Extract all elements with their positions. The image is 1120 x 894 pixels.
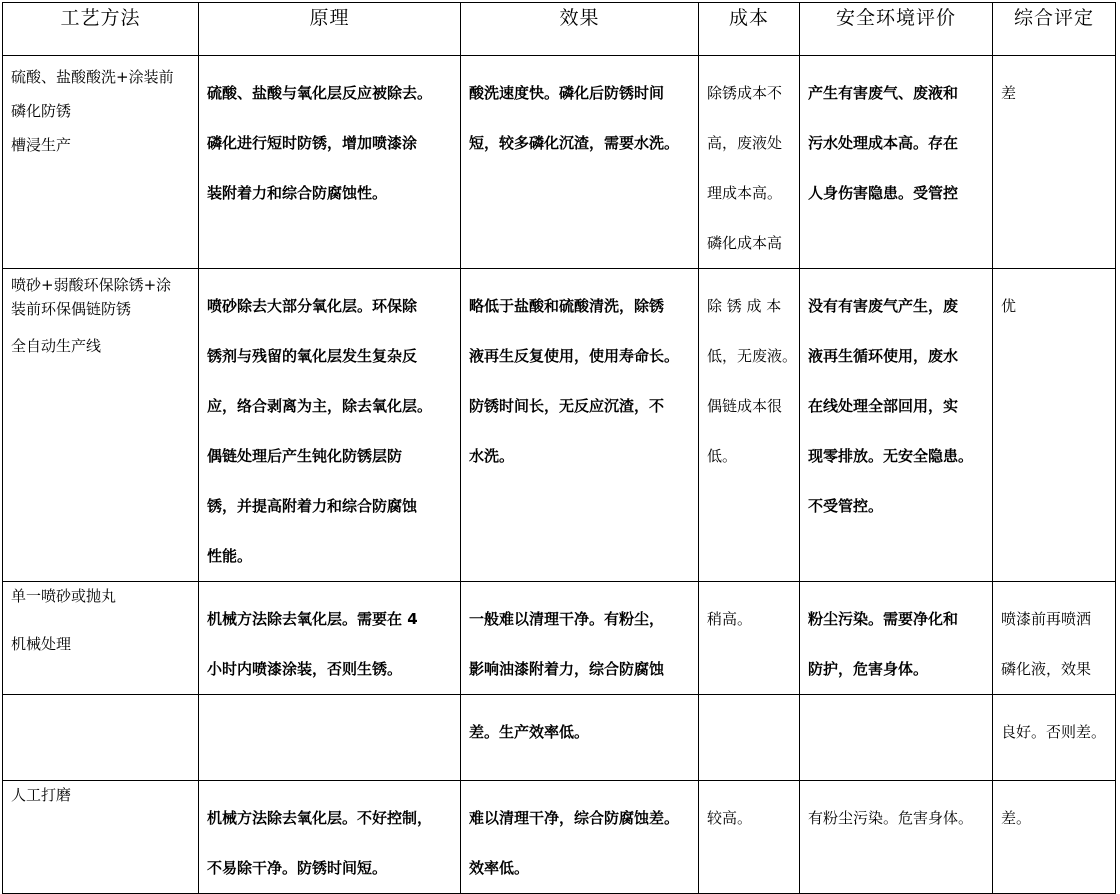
method-cell bbox=[3, 582, 199, 695]
rating-line: 良好。否则差。 bbox=[1001, 723, 1107, 741]
method-line: 人工打磨 bbox=[11, 786, 72, 804]
effect-cell bbox=[461, 56, 699, 269]
rating-cell bbox=[993, 781, 1116, 894]
safety-cell bbox=[800, 781, 993, 894]
rating-cell bbox=[993, 695, 1116, 781]
cost-cell bbox=[699, 56, 800, 269]
principle-cell bbox=[199, 781, 461, 894]
principle-line: 应，络合剥离为主，除去氧化层。 bbox=[207, 397, 433, 415]
safety-line: 有粉尘污染。危害身体。 bbox=[808, 809, 974, 827]
principle-cell bbox=[199, 269, 461, 582]
method-line: 单一喷砂或抛丸 bbox=[11, 587, 117, 605]
effect-line: 难以清理干净，综合防腐蚀差。 bbox=[469, 809, 680, 827]
safety-line: 防护，危害身体。 bbox=[808, 660, 929, 678]
safety-cell bbox=[800, 56, 993, 269]
rating-line: 差。 bbox=[1001, 809, 1032, 827]
principle-cell bbox=[199, 56, 461, 269]
cost-line: 除锈成本不 bbox=[707, 84, 783, 102]
principle-line: 锈剂与残留的氧化层发生复杂反 bbox=[207, 347, 418, 365]
cost-line: 高，废液处 bbox=[707, 134, 783, 152]
cost-cell bbox=[699, 781, 800, 894]
principle-line: 机械方法除去氧化层。需要在 4 bbox=[207, 610, 418, 628]
effect-cell bbox=[461, 269, 699, 582]
safety-line: 产生有害废气、废液和 bbox=[808, 84, 959, 102]
header-rating: 综合评定 bbox=[993, 3, 1116, 56]
cost-line: 低，无废液。 bbox=[707, 347, 798, 365]
method-cell bbox=[3, 56, 199, 269]
cost-cell bbox=[699, 582, 800, 695]
safety-line: 液再生循环使用，废水 bbox=[808, 347, 959, 365]
safety-cell bbox=[800, 269, 993, 582]
method-line: 磷化防锈 bbox=[11, 102, 72, 120]
method-line: 机械处理 bbox=[11, 635, 72, 653]
principle-line: 小时内喷漆涂装，否则生锈。 bbox=[207, 660, 403, 678]
effect-line: 影响油漆附着力，综合防腐蚀 bbox=[469, 660, 665, 678]
effect-line: 一般难以清理干净。有粉尘， bbox=[469, 610, 665, 628]
safety-line: 现零排放。无安全隐患。 bbox=[808, 447, 974, 465]
principle-line: 机械方法除去氧化层。不好控制， bbox=[207, 809, 433, 827]
principle-line: 偶链处理后产生钝化防锈层防 bbox=[207, 447, 403, 465]
effect-line: 液再生反复使用，使用寿命长。 bbox=[469, 347, 680, 365]
cost-line: 稍高。 bbox=[707, 610, 753, 628]
method-cell bbox=[3, 781, 199, 894]
safety-cell bbox=[800, 695, 993, 781]
cost-line: 低。 bbox=[707, 447, 738, 465]
effect-line: 酸洗速度快。磷化后防锈时间 bbox=[469, 84, 665, 102]
header-safety: 安全环境评价 bbox=[800, 3, 993, 56]
principle-line: 喷砂除去大部分氧化层。环保除 bbox=[207, 297, 418, 315]
table-row bbox=[3, 781, 1116, 894]
cost-line: 磷化成本高 bbox=[707, 234, 783, 252]
rating-line: 差 bbox=[1001, 84, 1017, 102]
cost-cell bbox=[699, 695, 800, 781]
method-line: 硫酸、盐酸酸洗+涂装前 bbox=[11, 68, 174, 86]
principle-line: 不易除干净。防锈时间短。 bbox=[207, 859, 388, 877]
safety-line: 不受管控。 bbox=[808, 497, 884, 515]
header-cost: 成本 bbox=[699, 3, 800, 56]
safety-line: 粉尘污染。需要净化和 bbox=[808, 610, 959, 628]
process-comparison-table bbox=[2, 2, 1116, 894]
method-cell bbox=[3, 695, 199, 781]
rating-line: 磷化液，效果 bbox=[1001, 660, 1092, 678]
safety-line: 污水处理成本高。存在 bbox=[808, 134, 959, 152]
cost-cell bbox=[699, 269, 800, 582]
safety-cell bbox=[800, 582, 993, 695]
principle-cell bbox=[199, 582, 461, 695]
cost-line: 偶链成本很 bbox=[707, 397, 783, 415]
effect-cell bbox=[461, 781, 699, 894]
method-line: 全自动生产线 bbox=[11, 337, 102, 355]
principle-line: 磷化进行短时防锈，增加喷漆涂 bbox=[207, 134, 418, 152]
rating-cell bbox=[993, 269, 1116, 582]
rating-line: 喷漆前再喷洒 bbox=[1001, 610, 1092, 628]
table-row bbox=[3, 269, 1116, 582]
cost-line: 除 锈 成 本 bbox=[707, 297, 782, 315]
safety-line: 没有有害废气产生，废 bbox=[808, 297, 959, 315]
principle-line: 装附着力和综合防腐蚀性。 bbox=[207, 184, 388, 202]
method-line: 装前环保偶链防锈 bbox=[11, 300, 132, 318]
rating-cell bbox=[993, 582, 1116, 695]
effect-line: 水洗。 bbox=[469, 447, 515, 465]
effect-line: 差。生产效率低。 bbox=[469, 723, 590, 741]
cost-line: 较高。 bbox=[707, 809, 753, 827]
table-row bbox=[3, 582, 1116, 695]
header-principle: 原理 bbox=[199, 3, 461, 56]
table-row bbox=[3, 56, 1116, 269]
table-row bbox=[3, 695, 1116, 781]
header-method: 工艺方法 bbox=[3, 3, 199, 56]
method-cell bbox=[3, 269, 199, 582]
rating-line: 优 bbox=[1001, 297, 1017, 315]
method-line: 槽浸生产 bbox=[11, 136, 72, 154]
effect-line: 略低于盐酸和硫酸清洗，除锈 bbox=[469, 297, 665, 315]
principle-cell bbox=[199, 695, 461, 781]
principle-line: 锈，并提高附着力和综合防腐蚀 bbox=[207, 497, 418, 515]
safety-line: 在线处理全部回用，实 bbox=[808, 397, 959, 415]
effect-line: 效率低。 bbox=[469, 859, 530, 877]
header-effect: 效果 bbox=[461, 3, 699, 56]
cost-line: 理成本高。 bbox=[707, 184, 783, 202]
principle-line: 硫酸、盐酸与氧化层反应被除去。 bbox=[207, 84, 433, 102]
principle-line: 性能。 bbox=[207, 547, 253, 565]
effect-line: 短，较多磷化沉渣，需要水洗。 bbox=[469, 134, 680, 152]
safety-line: 人身伤害隐患。受管控 bbox=[808, 184, 959, 202]
effect-cell bbox=[461, 582, 699, 695]
rating-cell bbox=[993, 56, 1116, 269]
effect-cell bbox=[461, 695, 699, 781]
header-row bbox=[3, 3, 1116, 56]
effect-line: 防锈时间长，无反应沉渣，不 bbox=[469, 397, 665, 415]
method-line: 喷砂+弱酸环保除锈+涂 bbox=[11, 276, 172, 294]
